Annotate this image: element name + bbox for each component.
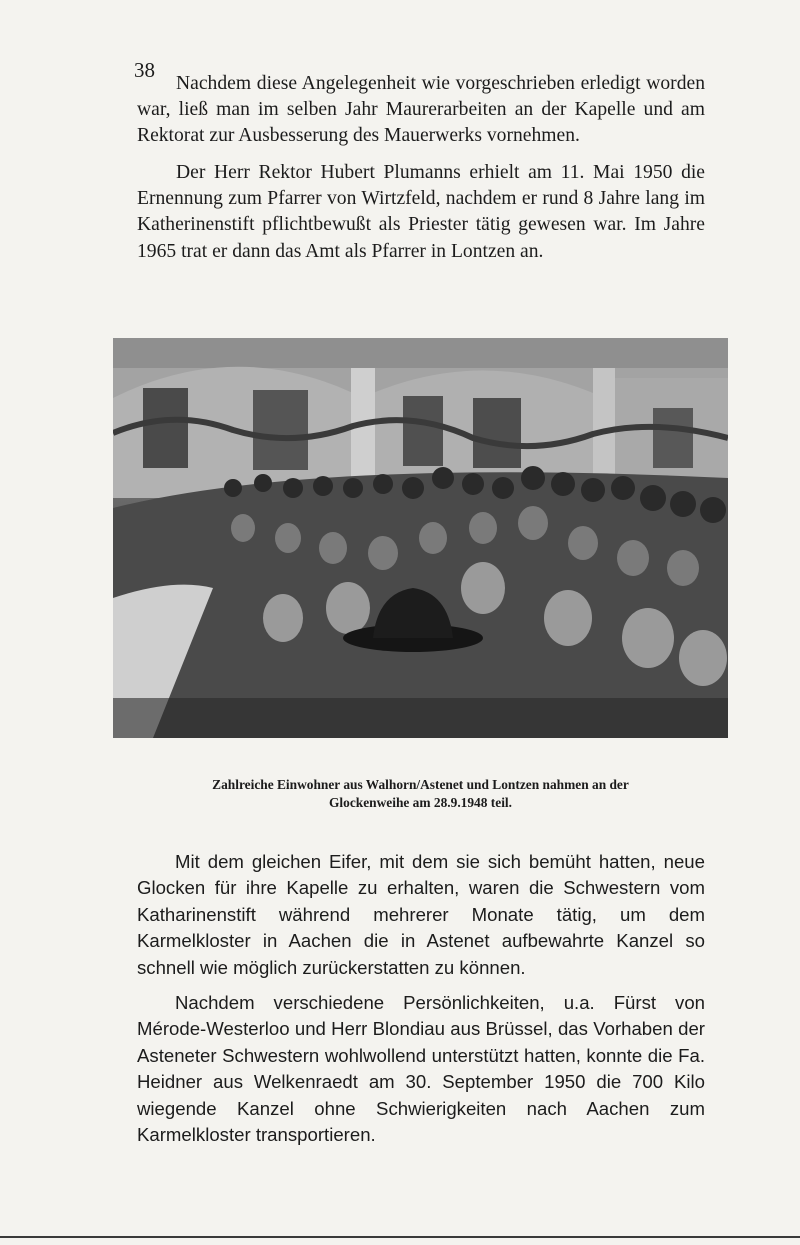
page-bottom-rule	[0, 1236, 800, 1238]
paragraph-maurerarbeiten: Nachdem diese Angelegenheit wie vorgeschrieben erledigt worden war, ließ man im selben Jahr Maurerarbeiten an der Kapelle und am Rektorat zur Ausbesserung des Mauerwerks vornehmen.	[137, 73, 705, 147]
photo-glockenweihe-crowd	[113, 338, 728, 738]
page-number: 38	[134, 58, 155, 82]
paragraph-rektor-plumanns: Der Herr Rektor Hubert Plumanns erhielt am 11. Mai 1950 die Ernennung zum Pfarrer von Wirtzfeld, nachdem er rund 8 Jahre lang im Katherinenstift pflichtbewußt als Priester tätig gewesen war. Im Jahre 1965 trat er dann das Amt als Pfarrer in Lontzen an.	[137, 162, 705, 262]
caption-line-2: Glockenweihe am 28.9.1948 teil.	[329, 795, 512, 810]
photo-caption	[113, 776, 728, 812]
paragraph-kanzel-rueckgabe: Mit dem gleichen Eifer, mit dem sie sich bemüht hatten, neue Glocken für ihre Kapelle zu erhalten, waren die Schwestern vom Katharinenstift während mehrerer Monate tätig, um dem Karmelkloster in Aachen die in Astenet aufbewahrte Kanzel so schnell wie möglich zurückerstatten zu können.	[137, 851, 705, 978]
paragraph-kanzel-transport: Nachdem verschiedene Persönlichkeiten, u.a. Fürst von Mérode-Westerloo und Herr Blondiau aus Brüssel, das Vorhaben der Asteneter Schwestern wohlwollend unterstützt hatten, konnte die Fa. Heidner aus Welkenraedt am 30. September 1950 die 700 Kilo wiegende Kanzel ohne Schwierigkeiten nach Aachen zum Karmelkloster transportieren.	[137, 992, 705, 1146]
caption-line-1: Zahlreiche Einwohner aus Walhorn/Astenet und Lontzen nahmen an der	[212, 777, 629, 792]
